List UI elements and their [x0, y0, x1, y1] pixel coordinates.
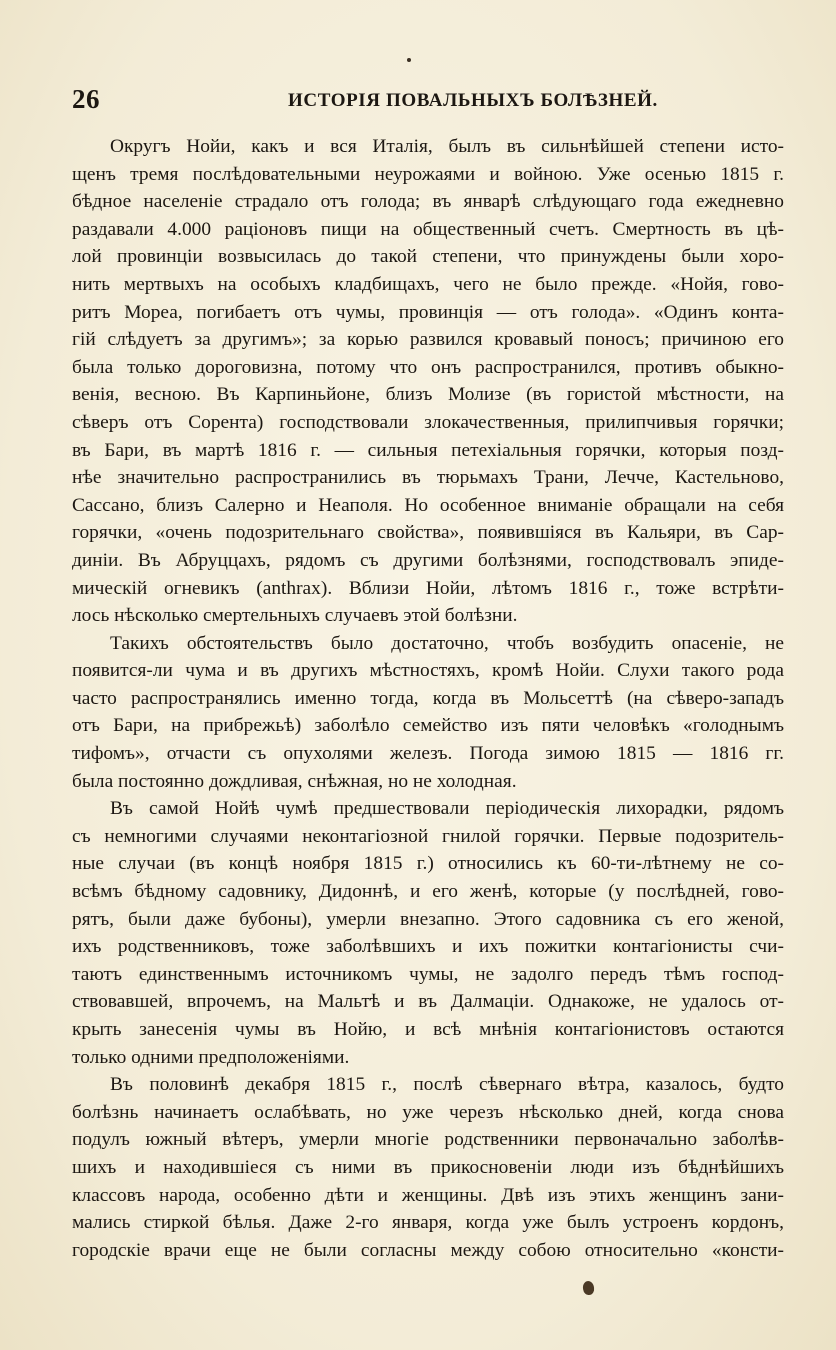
text-line: гій слѣдуетъ за другимъ»; за корью развился кровавый поносъ; причиною его [72, 329, 784, 351]
text-line: ствовавшей, впрочемъ, на Мальтѣ и въ Далмаціи. Однакоже, не удалось от- [72, 991, 784, 1013]
text-line: ихъ родственниковъ, тоже заболѣвшихъ и ихъ пожитки контагіонисты счи- [72, 936, 784, 958]
text-line: нѣе значительно распространились въ тюрьмахъ Трани, Лечче, Кастельново, [72, 467, 784, 489]
text-line: Въ самой Нойѣ чумѣ предшествовали періодическія лихорадки, рядомъ [110, 798, 784, 820]
text-line: мическій огневикъ (anthrax). Вблизи Нойи, лѣтомъ 1816 г., тоже встрѣти- [72, 577, 784, 599]
text-line: отъ Бари, на прибрежьѣ) заболѣло семейство изъ пяти человѣкъ «голоднымъ [72, 715, 784, 737]
page-header [72, 84, 784, 118]
text-line: мались стиркой бѣлья. Даже 2-го января, когда уже былъ устроенъ кордонъ, [72, 1212, 784, 1234]
text-line: бѣдное населеніе страдало отъ голода; въ январѣ слѣдующаго года ежедневно [72, 191, 784, 213]
text-line: появится-ли чума и въ другихъ мѣстностяхъ, кромѣ Нойи. Слухи такого рода [72, 660, 784, 682]
text-line: Въ половинѣ декабря 1815 г., послѣ сѣвернаго вѣтра, казалось, будто [110, 1074, 784, 1096]
ink-speck [407, 58, 411, 62]
text-line: лой провинціи возвысилась до такой степени, что принуждены были хоро- [72, 246, 784, 268]
text-line: подулъ южный вѣтеръ, умерли многіе родственники первоначально заболѣв- [72, 1129, 784, 1151]
text-line: сѣверъ отъ Сорента) господствовали злокачественныя, прилипчивыя горячки; [72, 411, 784, 433]
text-line: раздавали 4.000 раціоновъ пищи на общественный счетъ. Смертность въ цѣ- [72, 218, 784, 240]
text-line: рятъ, были даже бубоны), умерли внезапно. Этого садовника съ его женой, [72, 908, 784, 930]
text-line: классовъ народа, особенно дѣти и женщины. Двѣ изъ этихъ женщинъ зани- [72, 1184, 784, 1206]
running-head: ИСТОРІЯ ПОВАЛЬНЫХЪ БОЛѢЗНЕЙ. [288, 90, 658, 111]
text-line: съ немногими случаями неконтагіозной гнилой горячки. Первые подозритель- [72, 825, 784, 847]
text-line: только одними предположеніями. [72, 1046, 350, 1068]
text-line: венія, весною. Въ Карпиньйоне, близъ Молизе (въ гористой мѣстности, на [72, 384, 784, 406]
text-line: лось нѣсколько смертельныхъ случаевъ этой болѣзни. [72, 605, 518, 627]
text-line: горячки, «очень подозрительнаго свойства», появившіяся въ Кальяри, въ Сар- [72, 522, 784, 544]
ink-blot-mark [582, 1280, 595, 1295]
page-number: 26 [72, 84, 100, 114]
body-text [72, 133, 784, 1264]
text-line: болѣзнь начинаетъ ослабѣвать, но уже черезъ нѣсколько дней, когда снова [72, 1101, 784, 1123]
text-line: была постоянно дождливая, снѣжная, но не холодная. [72, 770, 517, 792]
text-line: Такихъ обстоятельствъ было достаточно, чтобъ возбудить опасеніе, не [110, 632, 784, 654]
text-line: всѣмъ бѣдному садовнику, Дидоннѣ, и его женѣ, которые (у послѣдней, гово- [72, 881, 784, 903]
text-line: таютъ единственнымъ источникомъ чумы, не задолго передъ тѣмъ господ- [72, 963, 784, 985]
text-line: Округъ Нойи, какъ и вся Италія, былъ въ сильнѣйшей степени исто- [110, 136, 784, 157]
text-line: въ Бари, въ мартѣ 1816 г. — сильныя петехіальныя горячки, которыя позд- [72, 439, 784, 461]
text-line: часто распространялись именно тогда, когда въ Мольсеттѣ (на сѣверо-западъ [72, 687, 784, 709]
text-line: городскіе врачи еще не были согласны между собою относительно «консти- [72, 1239, 784, 1261]
text-line: ные случаи (въ концѣ ноября 1815 г.) относились къ 60-ти-лѣтнему не со- [72, 853, 784, 875]
text-line: крыть занесенія чумы въ Нойю, и всѣ мнѣнія контагіонистовъ остаются [72, 1019, 784, 1040]
text-line: Сассано, близъ Салерно и Неаполя. Но особенное вниманіе обращали на себя [72, 494, 784, 516]
text-line: диніи. Въ Абруццахъ, рядомъ съ другими болѣзнями, господствовалъ эпиде- [72, 549, 784, 571]
text-line: нить мертвыхъ на особыхъ кладбищахъ, чего не было прежде. «Нойя, гово- [72, 273, 784, 295]
text-line: была только дороговизна, потому что онъ распространился, противъ обыкно- [72, 356, 784, 378]
text-line: шихъ и находившіеся съ ними въ прикосновеніи люди изъ бѣднѣйшихъ [72, 1156, 784, 1178]
text-line: тифомъ», отчасти съ опухолями железъ. Погода зимою 1815 — 1816 гг. [72, 743, 784, 765]
text-line: ритъ Мореа, погибаетъ отъ чумы, провинція — отъ голода». «Одинъ конта- [72, 301, 784, 323]
text-line: щенъ тремя послѣдовательными неурожаями и войною. Уже осенью 1815 г. [72, 163, 784, 185]
